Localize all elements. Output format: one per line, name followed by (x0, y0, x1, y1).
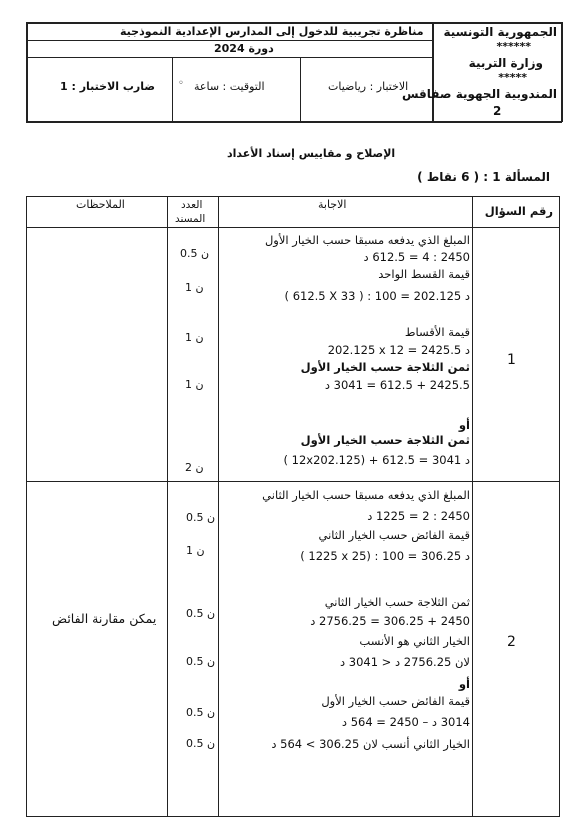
score-value: 0.5 ن (186, 511, 216, 524)
question-number: 1 (507, 352, 516, 368)
answer-line: قيمة الفائض حسب الخيار الأول (321, 694, 470, 708)
directorate-name: المندوبية الجهوية صفاقس (401, 87, 557, 101)
doc-title: الإصلاح و مقاييس إسناد الأعداد (227, 147, 396, 160)
exam-title: مناظرة تجريبية للدخول إلى المدارس الإعدادية النموذجية (120, 25, 424, 38)
score-value: 0.5 ن (186, 706, 216, 719)
score-value: 1 ن (186, 544, 205, 557)
score-value: 0.5 ن (180, 247, 210, 260)
stars-divider: ****** (496, 40, 531, 53)
answer-line: ( 1225 x 25) : 100 = 306.25 د (300, 549, 470, 563)
header-answer: الاجابة (318, 198, 347, 211)
answer-line: ( 12x202.125) + 612.5 = 3041 د (283, 453, 470, 467)
answer-line: لان 2756.25 د < 3041 د (339, 655, 470, 669)
problem-title: المسألة 1 : ( 6 نقاط ) (417, 170, 550, 184)
answer-line: ثمن الثلاجة حسب الخيار الثاني (324, 595, 470, 609)
score-value: 0.5 ن (186, 737, 216, 750)
answer-line: 2450 + 306.25 = 2756.25 د (310, 614, 470, 628)
timing-label: التوقيت : ساعة (194, 80, 265, 93)
answer-line: المبلغ الذي يدفعه مسبقا حسب الخيار الثاني (262, 488, 470, 502)
answer-line: ( 612.5 X 33 ) : 100 = 202.125 د (284, 289, 470, 303)
score-value: 1 ن (185, 378, 204, 391)
answer-line: 2450 : 4 = 612.5 د (363, 250, 470, 264)
score-value: 2 ن (185, 461, 204, 474)
answer-line: الخيار الثاني أنسب لان 306.25 > 564 د (271, 737, 470, 751)
header-score-line2: المسند (175, 213, 206, 225)
republic-name: الجمهورية التونسية (443, 25, 557, 39)
session: دورة 2024 (214, 42, 274, 55)
score-value: 1 ن (185, 281, 204, 294)
answer-line: 3014 د – 2450 = 564 د (341, 715, 470, 729)
score-value: 1 ن (185, 331, 204, 344)
stars-divider: ***** (498, 71, 527, 84)
directorate-number: 2 (493, 104, 502, 118)
answer-line: قيمة الأقساط (404, 325, 470, 339)
score-value: 0.5 ن (186, 607, 216, 620)
score-value: 0.5 ن (186, 655, 216, 668)
answer-line: أو (458, 418, 470, 432)
answer-line: المبلغ الذي يدفعه مسبقا حسب الخيار الأول (264, 233, 470, 247)
answer-line: 202.125 x 12 = 2425.5 د (327, 343, 470, 357)
answer-line: 2450 : 2 = 1225 د (367, 509, 470, 523)
answer-line: 2425.5 + 612.5 = 3041 د (324, 378, 470, 392)
question-number: 2 (507, 634, 516, 650)
header-score-line1: العدد (181, 199, 203, 211)
header-notes: الملاحظات (76, 198, 125, 211)
answer-line: قيمة القسط الواحد (378, 267, 470, 281)
ministry-name: وزارة التربية (468, 56, 543, 70)
answer-line: الخيار الثاني هو الأنسب (359, 634, 470, 648)
answer-line: أو (458, 677, 470, 691)
subject-label: الاختبار : رياضيات (328, 80, 409, 93)
answer-line: قيمة الفائض حسب الخيار الثاني (318, 528, 470, 542)
header-question-num: رقم السؤال (484, 204, 553, 218)
checkbox-mark: ◦ (178, 78, 184, 89)
coefficient-label: ضارب الاختبار : 1 (60, 80, 156, 93)
answer-line: ثمن الثلاجة حسب الخيار الأول (300, 433, 470, 447)
row-note: يمكن مقارنة الفائض (52, 611, 157, 626)
answer-line: ثمن الثلاجة حسب الخيار الأول (300, 360, 470, 374)
